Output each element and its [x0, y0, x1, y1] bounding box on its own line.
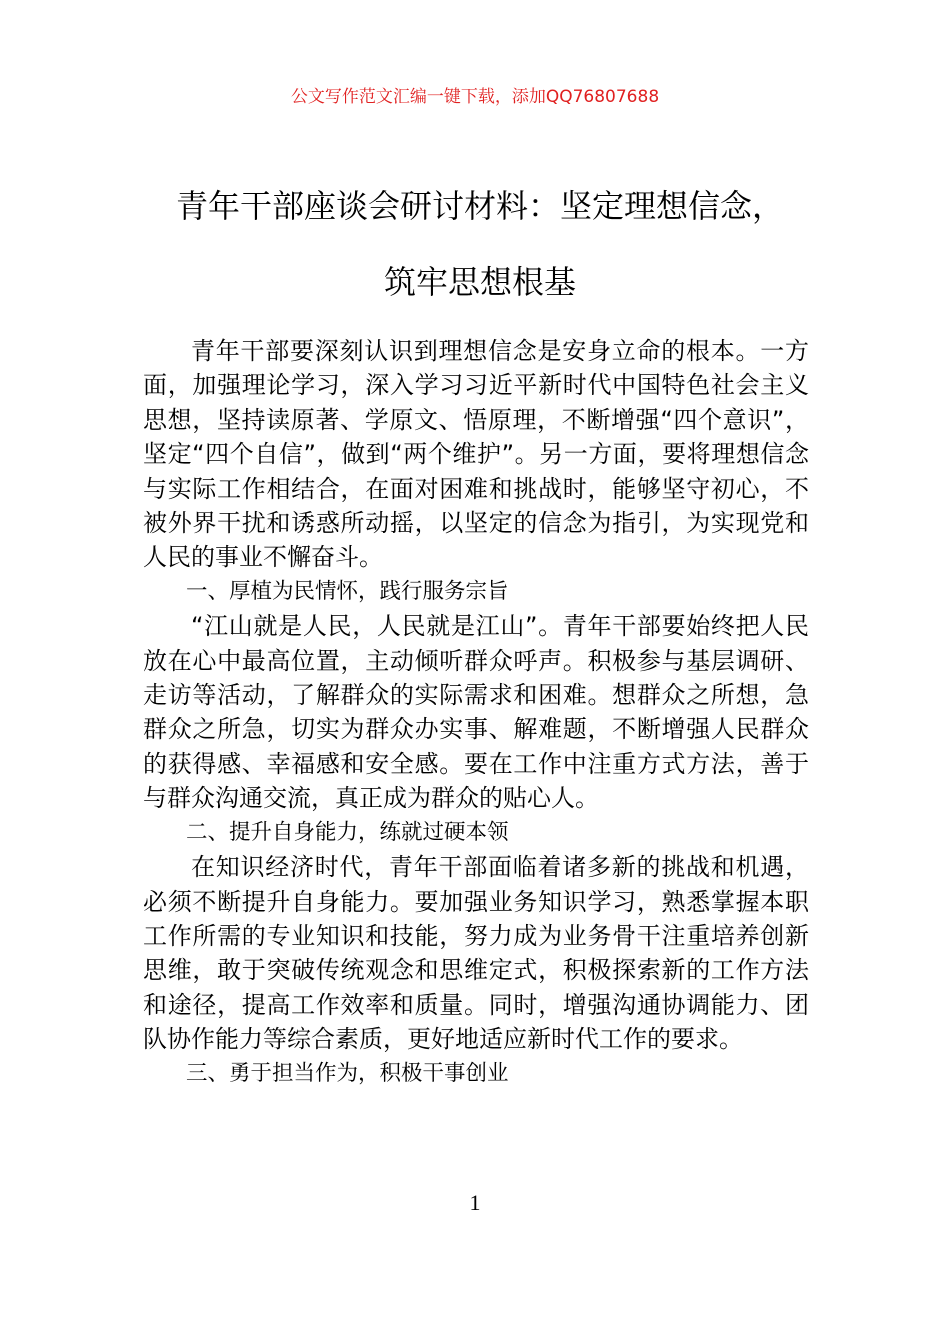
body-paragraph: 在知识经济时代，青年干部面临着诸多新的挑战和机遇，必须不断提升自身能力。要加强业务知识学习，熟悉掌握本职工作所需的专业知识和技能，努力成为业务骨干注重培养创新思维，敢于突破传统观念和思维定式，积极探索新的工作方法和途径，提高工作效率和质量。同时，增强沟通协调能力、团队协作能力等综合素质，更好地适应新时代工作的要求。	[143, 853, 809, 1054]
section-heading: 三、勇于担当作为，积极干事创业	[186, 1060, 509, 1086]
title-line-2: 筑牢思想根基	[383, 263, 576, 301]
section-heading: 二、提升自身能力，练就过硬本领	[186, 819, 509, 845]
download-banner: 公文写作范文汇编一键下载，添加QQ76807688	[290, 87, 660, 107]
section-heading: 一、厚植为民情怀，践行服务宗旨	[186, 578, 509, 604]
document-title	[140, 168, 820, 320]
page-number: 1	[469, 1190, 481, 1215]
body-paragraph: 青年干部要深刻认识到理想信念是安身立命的根本。一方面，加强理论学习，深入学习习近平新时代中国特色社会主义思想，坚持读原著、学原文、悟原理，不断增强“四个意识”，坚定“四个自信”，做到“两个维护”。另一方面，要将理想信念与实际工作相结合，在面对困难和挑战时，能够坚守初心，不被外界干扰和诱惑所动摇，以坚定的信念为指引，为实现党和人民的事业不懈奋斗。	[143, 337, 809, 572]
title-line-1: 青年干部座谈会研讨材料：坚定理想信念，	[175, 187, 784, 225]
document-body	[143, 334, 809, 1091]
body-paragraph: “江山就是人民，人民就是江山”。青年干部要始终把人民放在心中最高位置，主动倾听群众呼声。积极参与基层调研、走访等活动，了解群众的实际需求和困难。想群众之所想，急群众之所急，切实为群众办实事、解难题，不断增强人民群众的获得感、幸福感和安全感。要在工作中注重方式方法，善于与群众沟通交流，真正成为群众的贴心人。	[143, 612, 809, 813]
